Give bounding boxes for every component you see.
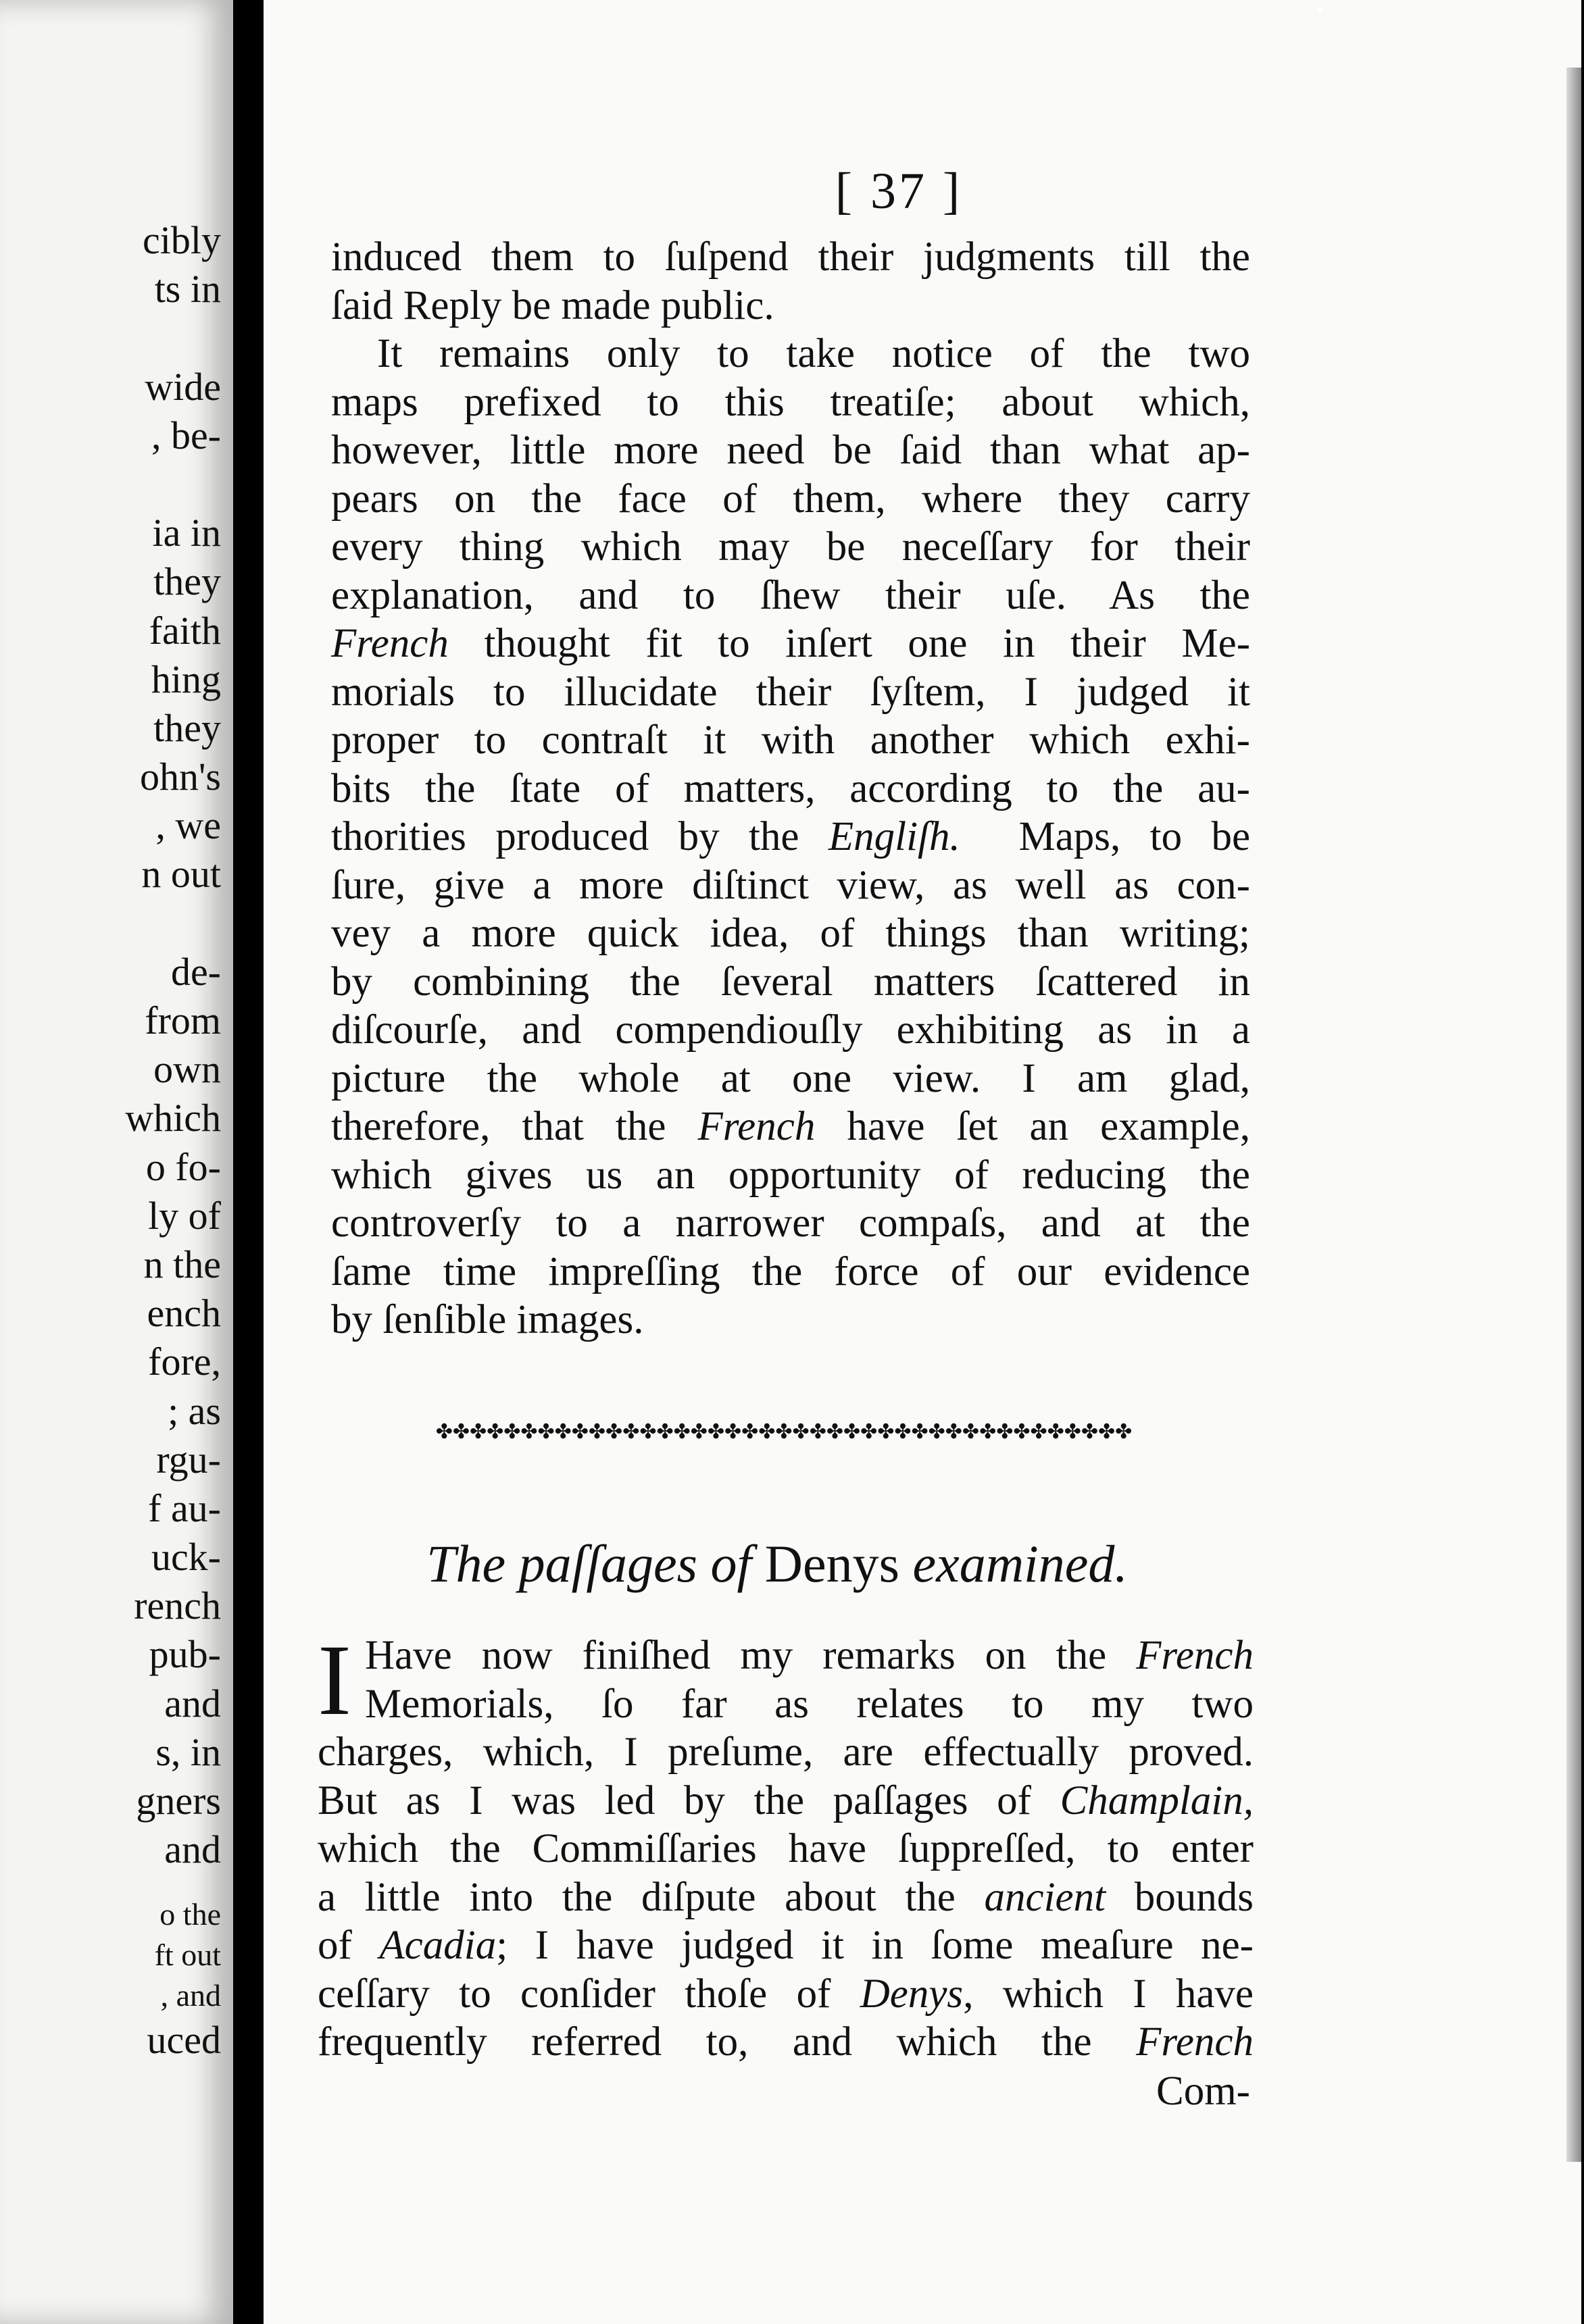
text-line: ſame time impreſſing the force of our evidence — [331, 1248, 1250, 1294]
text-line: French thought fit to inſert one in their Me- — [331, 621, 1251, 666]
drop-cap: I — [318, 1624, 351, 1736]
previous-page-note-line: ft out — [154, 1938, 221, 1973]
previous-page-line: rgu- — [156, 1437, 221, 1482]
text-line: which gives us an opportunity of reducing the — [331, 1152, 1250, 1198]
previous-page-line — [0, 899, 221, 948]
previous-page-line: faith — [149, 608, 221, 653]
text-line: pears on the face of them, where they carry — [331, 476, 1250, 522]
previous-page-line: hing — [151, 657, 221, 701]
text-line: frequently referred to, and which the French — [318, 2019, 1254, 2065]
previous-page-line: from — [145, 999, 221, 1042]
previous-page-line: o fo- — [145, 1144, 221, 1189]
previous-page-gap — [0, 1874, 221, 1894]
previous-page-line: uck- — [151, 1535, 221, 1580]
previous-page-line: ohn's — [139, 755, 221, 799]
previous-page-line: and — [164, 1681, 221, 1725]
text-line: charges, which, I preſume, are effectually proved. — [318, 1729, 1254, 1775]
text-line: It remains only to take notice of the two — [377, 331, 1250, 376]
previous-page-line: and — [164, 1827, 221, 1872]
section-body-text — [318, 1624, 1254, 2067]
text-line: a little into the diſpute about the ancient bounds — [318, 1874, 1254, 1920]
previous-page-note-line: , and — [160, 1978, 221, 2013]
italic-word: Denys — [860, 1971, 964, 2017]
previous-page-line: fore, — [148, 1340, 221, 1384]
text-line: vey a more quick idea, of things than writing; — [331, 911, 1250, 956]
previous-page-line: ench — [147, 1291, 221, 1336]
italic-word: ancient — [984, 1874, 1106, 1920]
previous-page-line — [0, 460, 221, 509]
text-line: picture the whole at one view. I am glad, — [331, 1055, 1250, 1101]
text-line: ceſſary to conſider thoſe of Denys, which I have — [318, 1971, 1254, 2017]
text-line: But as I was led by the paſſages of Champlain, — [318, 1777, 1254, 1823]
text-line: proper to contraſt it with another which exhi- — [331, 717, 1250, 763]
previous-page-line: n out — [141, 852, 221, 896]
book-gutter — [233, 0, 264, 2324]
previous-page-line: uced — [147, 2018, 221, 2063]
italic-word: French — [1136, 2019, 1254, 2065]
previous-page-line: ; as — [168, 1388, 221, 1433]
ornamental-divider: ✤✤✤✤✤✤✤✤✤✤✤✤✤✤✤✤✤✤✤✤✤✤✤✤✤✤✤✤✤✤✤✤✤✤✤✤✤✤✤✤✤ — [435, 1420, 1133, 1444]
previous-page-line: ia in — [152, 511, 221, 555]
text-line: explanation, and to ſhew their uſe. As the — [331, 572, 1250, 618]
text-line: morials to illucidate their ſyſtem, I judged it — [331, 669, 1250, 715]
previous-page-line: s, in — [155, 1729, 221, 1774]
catchword: Com- — [1156, 2069, 1250, 2114]
previous-page-line: they — [153, 705, 221, 750]
text-line: therefore, that the French have ſet an example, — [331, 1104, 1250, 1149]
previous-page-line: gners — [136, 1779, 221, 1823]
text-line: diſcourſe, and compendiouſly exhibiting as in a — [331, 1007, 1250, 1053]
text-line: bits the ſtate of matters, according to the au- — [331, 765, 1250, 811]
page-edge-shadow — [1566, 68, 1581, 2162]
italic-word: Acadia — [379, 1923, 497, 1968]
previous-page-line: wide — [145, 364, 221, 409]
previous-page — [0, 0, 233, 2324]
previous-page-line: own — [153, 1047, 221, 1092]
previous-page-line: ly of — [148, 1193, 221, 1238]
previous-page-line: f au- — [148, 1486, 221, 1530]
previous-page-line: , we — [155, 803, 221, 848]
italic-word: French — [1136, 1633, 1254, 1678]
italic-word: Engliſh. — [828, 814, 960, 859]
scan-speck — [1318, 7, 1323, 12]
previous-page-note-line: o the — [159, 1897, 221, 1932]
previous-page-line: cibly — [143, 218, 221, 262]
italic-word: French — [331, 621, 449, 666]
previous-page-line: which — [125, 1096, 221, 1140]
text-line: thorities produced by the Engliſh. Maps, to be — [331, 814, 1251, 859]
previous-page-line — [0, 313, 221, 362]
previous-page-line: n the — [143, 1242, 221, 1286]
previous-page-line: pub- — [149, 1632, 221, 1677]
text-line: maps prefixed to this treatiſe; about which, — [331, 379, 1250, 425]
text-line: ſure, give a more diſtinct view, as well as con- — [331, 862, 1250, 908]
italic-word: French — [697, 1104, 816, 1149]
text-line: which the Commiſſaries have ſuppreſſed, to enter — [318, 1826, 1254, 1871]
text-line: of Acadia; I have judged it in ſome meaſure ne- — [318, 1923, 1254, 1968]
previous-page-line: rench — [134, 1584, 221, 1628]
text-line: ſaid Reply be made public. — [331, 282, 774, 328]
previous-page-line: , be- — [151, 413, 221, 457]
text-line: controverſy to a narrower compaſs, and at the — [331, 1201, 1250, 1246]
previous-page-line: de- — [170, 949, 221, 994]
text-line: by combining the ſeveral matters ſcattered in — [331, 959, 1250, 1005]
text-line: Memorials, ſo far as relates to my two — [365, 1681, 1254, 1727]
previous-page-line: they — [153, 559, 221, 604]
text-line: however, little more need be ſaid than what ap- — [331, 428, 1250, 473]
text-line: by ſenſible images. — [331, 1297, 644, 1342]
italic-word: Champlain, — [1060, 1777, 1254, 1823]
text-line: induced them to ſuſpend their judgments till the — [331, 234, 1250, 280]
body-text — [331, 233, 1250, 1344]
previous-page-line: ts in — [154, 267, 221, 311]
page-number: [ 37 ] — [835, 163, 963, 220]
text-line: Have now finiſhed my remarks on the French — [365, 1633, 1254, 1678]
current-page — [264, 0, 1581, 2324]
section-heading: The paſſages of Denys examined. — [426, 1534, 1128, 1593]
text-line: every thing which may be neceſſary for their — [331, 524, 1250, 570]
previous-page-text — [0, 216, 221, 2065]
